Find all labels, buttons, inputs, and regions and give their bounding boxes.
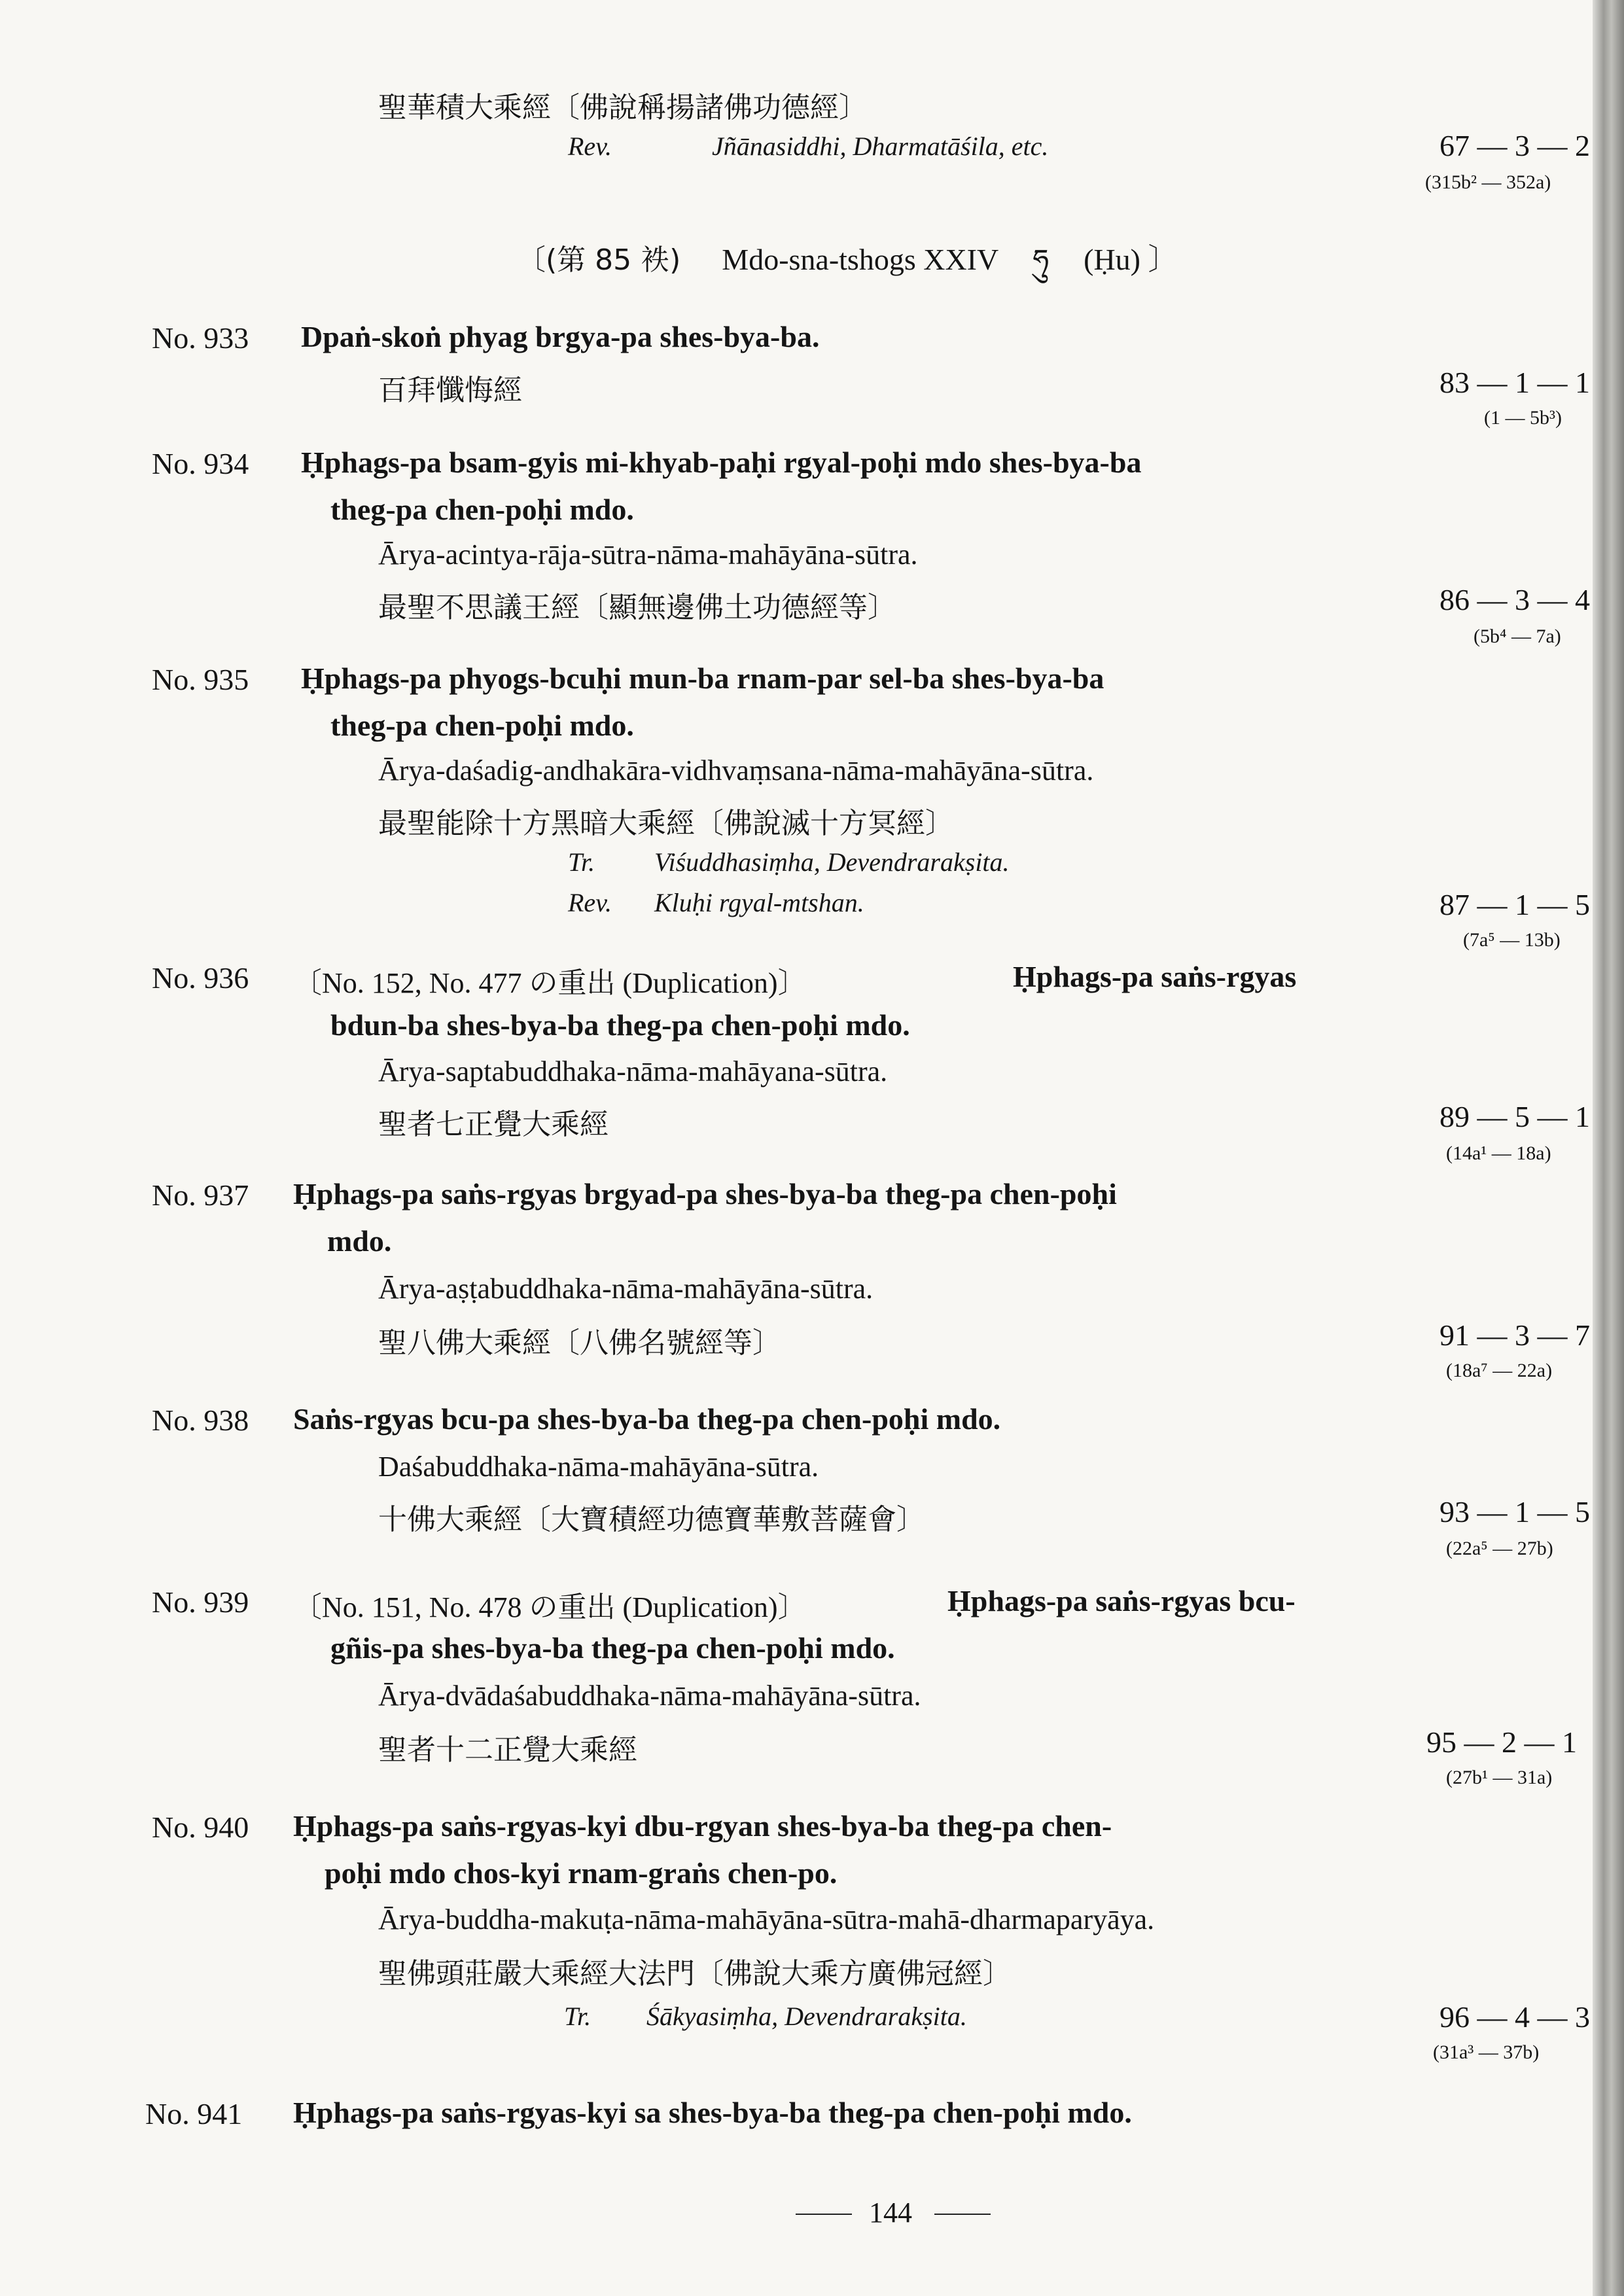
entry-folio-range: (18a⁷ — 22a) xyxy=(1446,1360,1553,1381)
entry-tibetan-title: Ḥphags-pa saṅs-rgyas-kyi sa shes-bya-ba theg-pa chen-poḥi mdo. xyxy=(293,2096,1132,2129)
entry-cjk-title: 聖者十二正覺大乘經 xyxy=(378,1733,637,1767)
prelude-cjk-title: 聖華積大乘經〔佛說稱揚諸佛功德經〕 xyxy=(378,91,868,124)
section-close: (Ḥu) 〕 xyxy=(1084,243,1178,276)
entry-reviser-label: Rev. xyxy=(568,888,612,917)
entry-translators: Śākyasiṃha, Devendrarakṣita. xyxy=(646,2002,967,2031)
entry-number: No. 938 xyxy=(152,1404,249,1437)
section-title: Mdo-sna-tshogs XXIV xyxy=(722,243,998,276)
entry-tibetan-title: Ḥphags-pa saṅs-rgyas-kyi dbu-rgyan shes-bya-ba theg-pa chen- xyxy=(293,1809,1112,1843)
entry-number: No. 939 xyxy=(152,1585,249,1619)
entry-folio-range: (22a⁵ — 27b) xyxy=(1446,1538,1553,1559)
entry-cjk-title: 最聖能除十方黑暗大乘經〔佛說滅十方冥經〕 xyxy=(378,807,954,840)
entry-number: No. 934 xyxy=(152,447,249,480)
entry-tibetan-title: Ḥphags-pa phyogs-bcuḥi mun-ba rnam-par sel-ba shes-bya-ba xyxy=(301,662,1104,695)
entry-cjk-title: 聖八佛大乘經〔八佛名號經等〕 xyxy=(378,1326,781,1360)
entry-number: No. 940 xyxy=(152,1810,249,1844)
entry-cjk-title: 十佛大乘經〔大寶積經功德寶華敷菩薩會〕 xyxy=(378,1503,925,1536)
entry-page-ref: 96 — 4 — 3 xyxy=(1439,2000,1590,2034)
entry-tibetan-title-cont: bdun-ba shes-bya-ba theg-pa chen-poḥi mdo. xyxy=(330,1008,910,1042)
entry-cjk-title: 聖佛頭莊嚴大乘經大法門〔佛說大乘方廣佛冠經〕 xyxy=(378,1957,1012,1990)
footer-rule-left xyxy=(796,2214,852,2215)
entry-tibetan-title: Ḥphags-pa saṅs-rgyas brgyad-pa shes-bya-ba theg-pa chen-poḥi xyxy=(293,1177,1117,1210)
section-header xyxy=(517,228,1178,309)
section-tibetan-glyph: ཧུ xyxy=(1033,243,1050,277)
entry-folio-range: (31a³ — 37b) xyxy=(1433,2041,1540,2063)
entry-sanskrit-title: Ārya-saptabuddhaka-nāma-mahāyana-sūtra. xyxy=(378,1055,888,1087)
entry-folio-range: (14a¹ — 18a) xyxy=(1446,1142,1551,1164)
entry-tibetan-title-cont: theg-pa chen-poḥi mdo. xyxy=(330,709,634,742)
entry-sanskrit-title: Ārya-buddha-makuṭa-nāma-mahāyāna-sūtra-mahā-dharmaparyāya. xyxy=(378,1903,1155,1935)
entry-duplication-note: 〔No. 151, No. 478 の重出 (Duplication)〕 xyxy=(293,1591,807,1623)
entry-number: No. 935 xyxy=(152,663,249,696)
entry-sanskrit-title: Ārya-dvādaśabuddhaka-nāma-mahāyāna-sūtra. xyxy=(378,1680,921,1712)
entry-sanskrit-title: Ārya-aṣṭabuddhaka-nāma-mahāyāna-sūtra. xyxy=(378,1273,874,1305)
prelude-folio-range: (315b² — 352a) xyxy=(1425,171,1551,193)
entry-tibetan-title-cont: gñis-pa shes-bya-ba theg-pa chen-poḥi mdo. xyxy=(330,1631,895,1665)
entry-page-ref: 87 — 1 — 5 xyxy=(1439,888,1590,921)
entry-number: No. 933 xyxy=(152,321,249,355)
entry-folio-range: (5b⁴ — 7a) xyxy=(1474,626,1561,647)
page-number: 144 xyxy=(869,2197,912,2229)
entry-folio-range: (27b¹ — 31a) xyxy=(1446,1767,1553,1788)
entry-page-ref: 91 — 3 — 7 xyxy=(1439,1318,1590,1352)
entry-cjk-title: 最聖不思議王經〔顯無邊佛土功德經等〕 xyxy=(378,591,896,624)
entry-cjk-title: 百拜懺悔經 xyxy=(378,374,522,407)
entry-revisers: Kluḥi rgyal-mtshan. xyxy=(654,888,864,917)
entry-folio-range: (7a⁵ — 13b) xyxy=(1463,929,1561,951)
entry-page-ref: 95 — 2 — 1 xyxy=(1426,1725,1577,1759)
entry-tibetan-title: Ḥphags-pa bsam-gyis mi-khyab-paḥi rgyal-poḥi mdo shes-bya-ba xyxy=(301,446,1142,479)
footer-rule-right xyxy=(934,2214,991,2215)
entry-sanskrit-title: Ārya-daśadig-andhakāra-vidhvaṃsana-nāma-mahāyāna-sūtra. xyxy=(378,754,1094,786)
prelude-page-ref: 67 — 3 — 2 xyxy=(1439,129,1590,162)
entry-sanskrit-title: Ārya-acintya-rāja-sūtra-nāma-mahāyāna-sūtra. xyxy=(378,539,918,571)
entry-tibetan-title: Dpaṅ-skoṅ phyag brgya-pa shes-bya-ba. xyxy=(301,320,820,353)
entry-folio-range: (1 — 5b³) xyxy=(1484,407,1562,429)
entry-tibetan-title-cont: mdo. xyxy=(327,1224,392,1258)
entry-number: No. 937 xyxy=(152,1178,249,1212)
entry-number: No. 941 xyxy=(145,2097,243,2130)
section-volume: 〔(第 85 袟) xyxy=(517,243,681,277)
entry-duplication-note: 〔No. 152, No. 477 の重出 (Duplication)〕 xyxy=(293,967,807,999)
entry-page-ref: 93 — 1 — 5 xyxy=(1439,1495,1590,1528)
entry-sanskrit-title: Daśabuddhaka-nāma-mahāyāna-sūtra. xyxy=(378,1451,819,1483)
entry-cjk-title: 聖者七正覺大乘經 xyxy=(378,1108,609,1141)
entry-tibetan-title-cont: poḥi mdo chos-kyi rnam-graṅs chen-po. xyxy=(325,1856,838,1890)
entry-tibetan-title: Ḥphags-pa saṅs-rgyas xyxy=(1013,960,1297,993)
entry-tibetan-title-cont: theg-pa chen-poḥi mdo. xyxy=(330,493,634,526)
prelude-rev-label: Rev. xyxy=(568,132,612,161)
scan-edge-shadow xyxy=(1593,0,1624,2296)
entry-translators: Viśuddhasiṃha, Devendrarakṣita. xyxy=(654,847,1010,877)
entry-tibetan-title: Saṅs-rgyas bcu-pa shes-bya-ba theg-pa chen-poḥi mdo. xyxy=(293,1402,1001,1436)
entry-page-ref: 86 — 3 — 4 xyxy=(1439,583,1590,616)
prelude-rev-names: Jñānasiddhi, Dharmatāśila, etc. xyxy=(712,132,1049,161)
entry-number: No. 936 xyxy=(152,961,249,995)
entry-translator-label: Tr. xyxy=(564,2002,591,2031)
entry-translator-label: Tr. xyxy=(568,847,595,877)
entry-page-ref: 89 — 5 — 1 xyxy=(1439,1100,1590,1133)
entry-tibetan-title: Ḥphags-pa saṅs-rgyas bcu- xyxy=(947,1584,1296,1617)
entry-page-ref: 83 — 1 — 1 xyxy=(1439,366,1590,399)
